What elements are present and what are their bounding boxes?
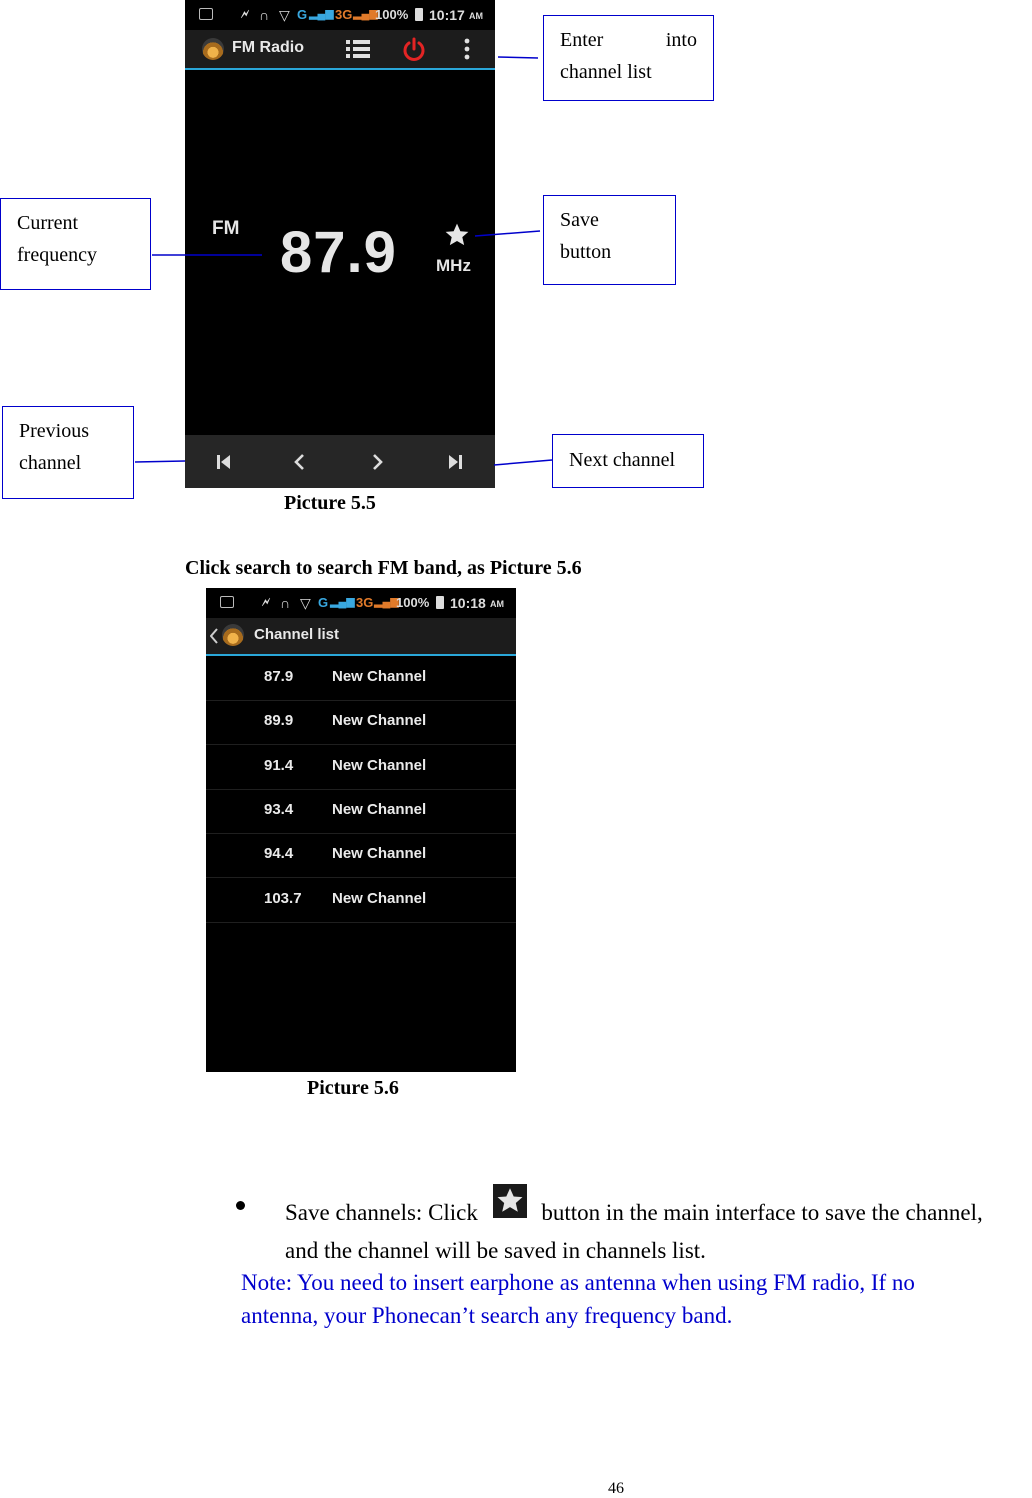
callout-text: into (665, 29, 697, 51)
signal-icon: ▂▄▆ (309, 8, 334, 20)
bluetooth-icon: 🗲 (262, 595, 270, 609)
callout-current-frequency (0, 198, 151, 290)
network-type: G (297, 7, 308, 22)
save-star-inline-icon (493, 1184, 527, 1218)
channel-name: New Channel (332, 800, 427, 818)
battery-level: 100% (375, 7, 409, 22)
callout-text: Next channel (569, 449, 676, 471)
app-bar (206, 618, 516, 656)
note-line-2: antenna, your Phonecan’t search any frequency band. (241, 1303, 733, 1328)
channel-frequency: 89.9 (264, 712, 294, 730)
channel-list-screenshot (206, 588, 516, 1072)
signal-icon: ▂▄▆ (330, 596, 355, 608)
callout-text: channel (19, 452, 82, 474)
callout-text: Previous (19, 420, 89, 442)
channel-frequency: 91.4 (264, 756, 294, 774)
wifi-icon: ▽ (300, 595, 311, 611)
clock-ampm: AM (469, 11, 483, 21)
callout-text: channel list (560, 61, 652, 83)
clock-ampm: AM (490, 599, 504, 609)
bullet-line-1 (285, 1192, 983, 1226)
network-3g: 3G (335, 7, 353, 22)
intro-text: Click search to search FM band, as Picture 5.6 (185, 557, 582, 579)
callout-text: frequency (17, 244, 97, 266)
channel-frequency: 87.9 (264, 668, 294, 685)
callout-text: Save (560, 209, 599, 231)
callout-save-button (543, 195, 676, 285)
picture-5-6-caption: Picture 5.6 (307, 1077, 399, 1099)
current-frequency: 87.9 (280, 220, 397, 285)
network-type: G (318, 595, 329, 610)
callout-next-channel (552, 434, 704, 488)
note-line-1: Note: You need to insert earphone as antenna when using FM radio, If no (241, 1270, 915, 1295)
channel-row[interactable] (206, 833, 516, 878)
signal-icon-2: ▂▄▆ (353, 8, 378, 20)
clock: 10:18 (450, 595, 486, 611)
headset-icon: ∩ (280, 595, 291, 611)
channel-name: New Channel (332, 712, 427, 730)
channel-row[interactable] (206, 878, 516, 923)
clock: 10:17 (429, 7, 465, 23)
network-3g: 3G (356, 595, 374, 610)
channel-frequency: 93.4 (264, 800, 294, 818)
notification-icon (220, 596, 234, 608)
band-label: FM (212, 218, 240, 239)
channel-row[interactable] (206, 745, 516, 790)
channel-row[interactable] (206, 656, 516, 701)
callout-connectors (0, 0, 1032, 500)
callout-previous-channel (2, 406, 134, 499)
callout-enter-channel-list (543, 15, 714, 101)
fm-radio-logo-icon (222, 624, 244, 646)
wifi-icon: ▽ (279, 7, 290, 23)
bullet-text-part2: button in the main interface to save the channel, (541, 1200, 983, 1225)
bluetooth-icon: 🗲 (241, 7, 249, 21)
picture-5-5-caption: Picture 5.5 (284, 492, 376, 514)
callout-text: Current (17, 212, 79, 234)
page-number: 46 (608, 1480, 624, 1497)
bullet-text-part1: Save channels: Click (285, 1200, 478, 1225)
status-bar (206, 588, 516, 618)
channel-name: New Channel (332, 756, 427, 774)
back-chevron-icon[interactable] (210, 628, 218, 649)
app-title: Channel list (254, 626, 340, 643)
callout-text: button (560, 241, 612, 263)
battery-icon (436, 596, 444, 609)
bullet-dot (236, 1201, 245, 1210)
channel-frequency: 94.4 (264, 845, 294, 863)
signal-icon-2: ▂▄▆ (374, 596, 399, 608)
channel-row[interactable] (206, 700, 516, 745)
battery-level: 100% (396, 595, 430, 610)
channel-name: New Channel (332, 845, 427, 863)
channel-name: New Channel (332, 668, 427, 685)
app-title: FM Radio (232, 39, 304, 56)
bullet-line-2: and the channel will be saved in channels list. (285, 1238, 706, 1263)
frequency-unit: MHz (436, 256, 471, 275)
channel-name: New Channel (332, 889, 427, 907)
headset-icon: ∩ (259, 7, 270, 23)
callout-text: Enter (560, 29, 604, 51)
channel-frequency: 103.7 (264, 889, 302, 907)
channel-row[interactable] (206, 789, 516, 834)
